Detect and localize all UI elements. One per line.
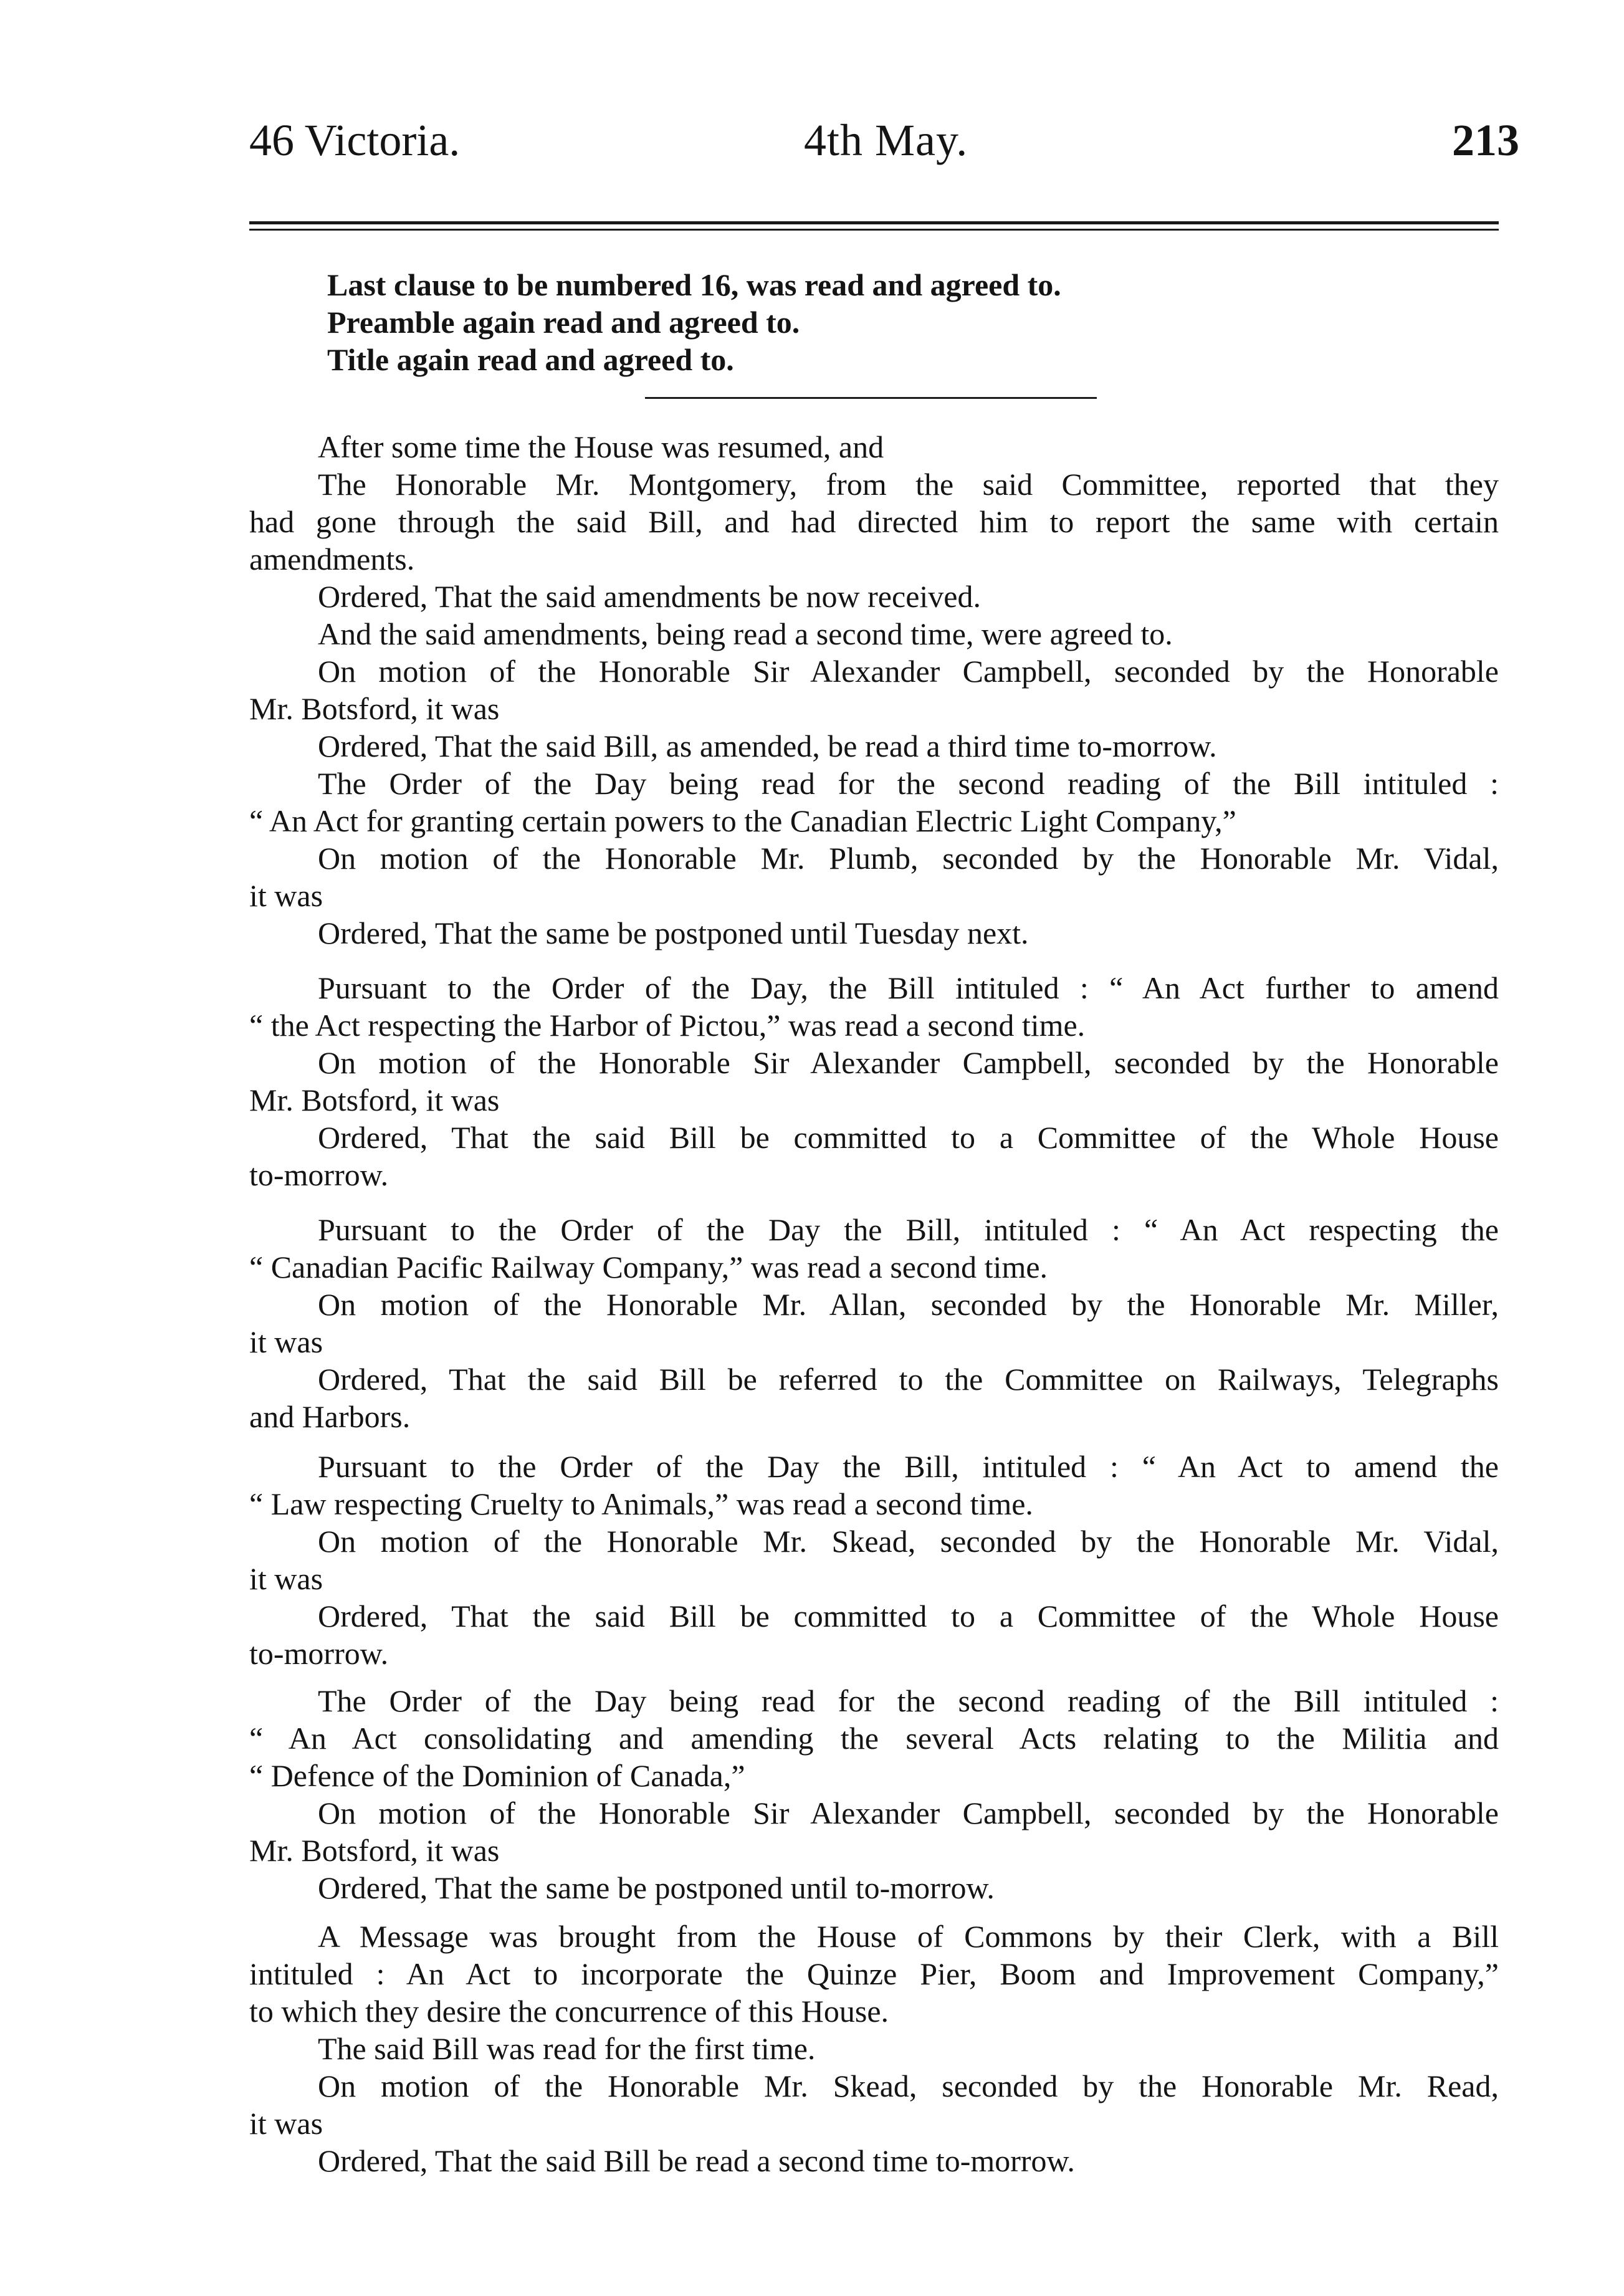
text-line: The Honorable Mr. Montgomery, from the said Committee, reported that they: [318, 467, 1499, 502]
header-session: 46 Victoria.: [249, 115, 461, 165]
text-line: had gone through the said Bill, and had directed him to report the same with certain: [249, 504, 1499, 539]
text-line: On motion of the Honorable Mr. Skead, seconded by the Honorable Mr. Read,: [318, 2069, 1499, 2103]
text-line: and Harbors.: [249, 1399, 411, 1434]
text-line: On motion of the Honorable Sir Alexander Campbell, seconded by the Honorable: [318, 1796, 1499, 1830]
text-line: On motion of the Honorable Sir Alexander Campbell, seconded by the Honorable: [318, 1045, 1499, 1080]
text-line: Pursuant to the Order of the Day the Bill, intituled : “ An Act respecting the: [318, 1212, 1499, 1247]
text-line: it was: [249, 878, 323, 913]
text-line: Ordered, That the said Bill be read a second time to-morrow.: [318, 2143, 1075, 2178]
text-line: “ An Act for granting certain powers to the Canadian Electric Light Company,”: [249, 803, 1236, 838]
text-line: to which they desire the concurrence of this House.: [249, 1994, 889, 2029]
text-line: it was: [249, 1324, 323, 1359]
text-line: Ordered, That the same be postponed until Tuesday next.: [318, 916, 1029, 950]
text-line: Title again read and agreed to.: [327, 342, 734, 377]
text-line: Ordered, That the said Bill, as amended, be read a third time to-morrow.: [318, 729, 1217, 763]
text-line: A Message was brought from the House of Commons by their Clerk, with a Bill: [318, 1919, 1499, 1954]
text-line: Ordered, That the same be postponed until to-morrow.: [318, 1870, 995, 1905]
text-line: to-morrow.: [249, 1157, 389, 1192]
page-number: 213: [1452, 115, 1519, 165]
text-line: “ the Act respecting the Harbor of Pictou,” was read a second time.: [249, 1008, 1086, 1043]
text-line: Ordered, That the said Bill be committed to a Committee of the Whole House: [318, 1120, 1499, 1155]
section-divider: [645, 397, 1097, 399]
text-line: Mr. Botsford, it was: [249, 691, 500, 726]
text-line: On motion of the Honorable Mr. Plumb, seconded by the Honorable Mr. Vidal,: [318, 841, 1499, 876]
text-line: On motion of the Honorable Sir Alexander Campbell, seconded by the Honorable: [318, 654, 1499, 689]
text-line: “ An Act consolidating and amending the several Acts relating to the Militia and: [249, 1721, 1499, 1756]
bill-clauses-paragraph: [249, 266, 1499, 378]
text-line: it was: [249, 1561, 323, 1596]
header-rule-thick: [249, 221, 1499, 224]
header-date: 4th May.: [804, 115, 968, 165]
text-line: Ordered, That the said Bill be committed to a Committee of the Whole House: [318, 1599, 1499, 1634]
page-header: [0, 109, 1624, 178]
text-line: “ Canadian Pacific Railway Company,” was read a second time.: [249, 1250, 1048, 1284]
text-line: The Order of the Day being read for the second reading of the Bill intituled :: [318, 1683, 1499, 1718]
text-line: Mr. Botsford, it was: [249, 1083, 500, 1117]
text-line: Last clause to be numbered 16, was read and agreed to.: [327, 267, 1061, 302]
cruelty-to-animals-bill-paragraph: [249, 1448, 1499, 1672]
pictou-harbor-bill-paragraph: [249, 969, 1499, 1193]
text-line: amendments.: [249, 542, 415, 576]
quinze-pier-message-paragraph: [249, 1918, 1499, 2179]
header-rule-thin: [249, 229, 1499, 231]
text-line: “ Law respecting Cruelty to Animals,” was read a second time.: [249, 1486, 1033, 1521]
text-line: Preamble again read and agreed to.: [327, 305, 800, 340]
text-line: On motion of the Honorable Mr. Allan, seconded by the Honorable Mr. Miller,: [318, 1287, 1499, 1322]
text-line: After some time the House was resumed, and: [318, 429, 884, 464]
text-line: The Order of the Day being read for the second reading of the Bill intituled :: [318, 766, 1499, 801]
text-line: Pursuant to the Order of the Day, the Bill intituled : “ An Act further to amend: [318, 970, 1499, 1005]
committee-report-paragraph: [249, 428, 1499, 765]
militia-bill-paragraph: [249, 1682, 1499, 1906]
text-line: And the said amendments, being read a second time, were agreed to.: [318, 616, 1173, 651]
text-line: The said Bill was read for the first time.: [318, 2031, 816, 2066]
text-line: it was: [249, 2106, 323, 2141]
electric-light-bill-paragraph: [249, 765, 1499, 952]
text-line: Pursuant to the Order of the Day the Bill, intituled : “ An Act to amend the: [318, 1449, 1499, 1484]
text-line: to-morrow.: [249, 1636, 389, 1671]
text-line: On motion of the Honorable Mr. Skead, seconded by the Honorable Mr. Vidal,: [318, 1524, 1499, 1559]
canadian-pacific-bill-paragraph: [249, 1211, 1499, 1435]
text-line: Ordered, That the said amendments be now received.: [318, 579, 981, 614]
text-line: Mr. Botsford, it was: [249, 1833, 500, 1868]
text-line: “ Defence of the Dominion of Canada,”: [249, 1758, 745, 1793]
text-line: Ordered, That the said Bill be referred to the Committee on Railways, Telegraphs: [318, 1362, 1499, 1397]
text-line: intituled : An Act to incorporate the Quinze Pier, Boom and Improvement Company,”: [249, 1956, 1499, 1991]
